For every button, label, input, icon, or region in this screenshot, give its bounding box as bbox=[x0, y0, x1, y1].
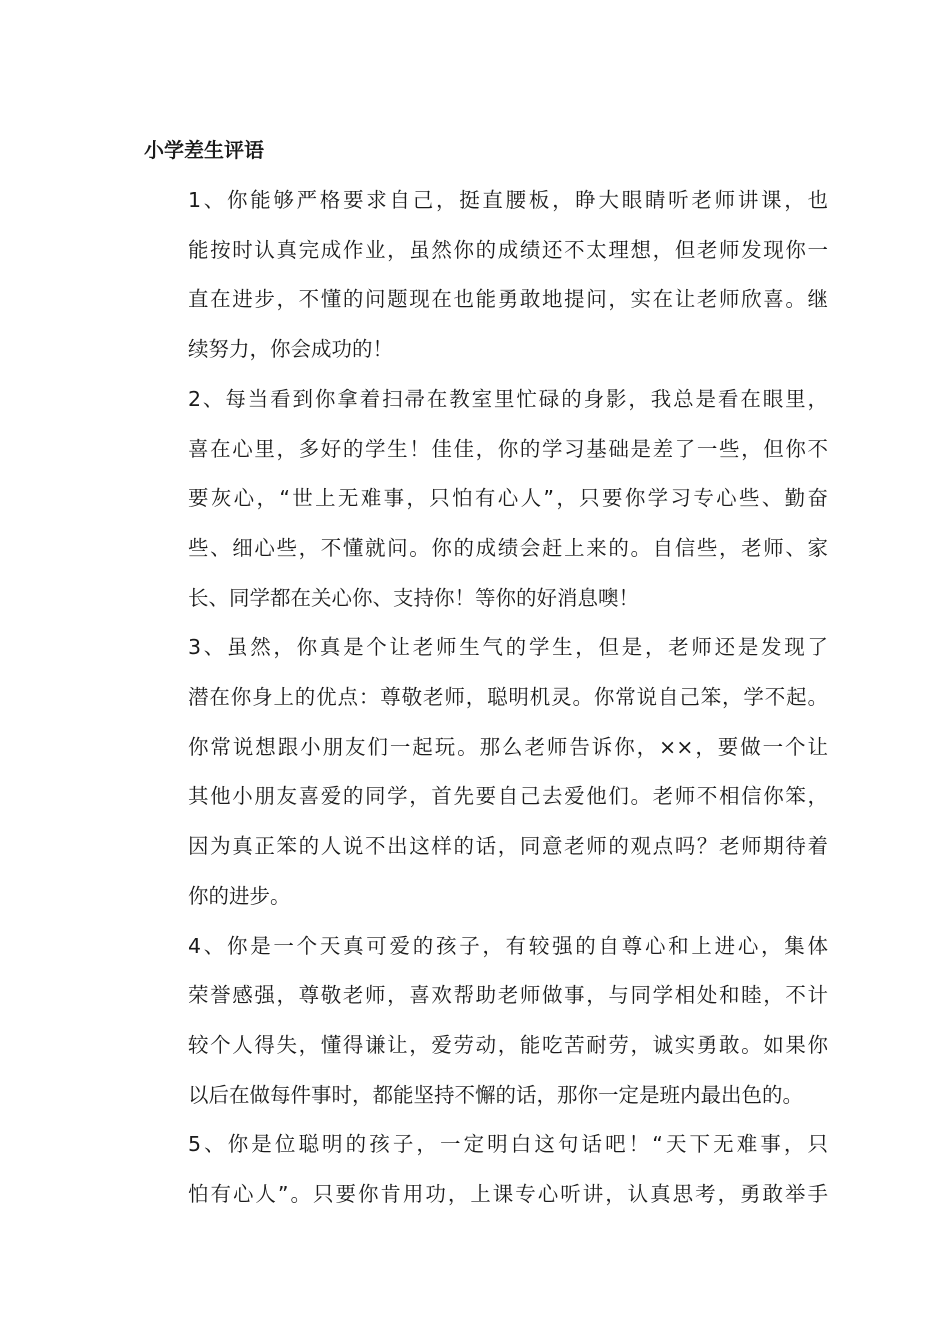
text-line: 4、你是一个天真可爱的孩子，有较强的自尊心和上进心，集体 bbox=[188, 933, 828, 958]
text-line: 些、细心些，不懂就问。你的成绩会赶上来的。自信些，老师、家 bbox=[188, 535, 828, 560]
text-line: 潜在你身上的优点：尊敬老师，聪明机灵。你常说自己笨，学不起。 bbox=[188, 685, 828, 710]
comment-paragraph-4 bbox=[144, 922, 828, 1121]
comment-paragraph-5 bbox=[144, 1120, 828, 1219]
text-line: 以后在做每件事时，都能坚持不懈的话，那你一定是班内最出色的。 bbox=[188, 1082, 803, 1107]
text-line: 3、虽然，你真是个让老师生气的学生，但是，老师还是发现了 bbox=[188, 635, 828, 660]
document-body bbox=[144, 176, 828, 1220]
text-line: 能按时认真完成作业，虽然你的成绩还不太理想，但老师发现你一 bbox=[188, 237, 828, 262]
text-line: 喜在心里，多好的学生！佳佳，你的学习基础是差了一些，但你不 bbox=[188, 436, 828, 461]
text-line: 续努力，你会成功的！ bbox=[188, 337, 393, 362]
text-line: 较个人得失，懂得谦让，爱劳动，能吃苦耐劳，诚实勇敢。如果你 bbox=[188, 1032, 828, 1057]
text-line: 你常说想跟小朋友们一起玩。那么老师告诉你，××，要做一个让 bbox=[188, 734, 828, 759]
comment-paragraph-3 bbox=[144, 623, 828, 921]
comment-paragraph-1 bbox=[144, 176, 828, 375]
comment-paragraph-2 bbox=[144, 375, 828, 624]
text-line: 其他小朋友喜爱的同学，首先要自己去爱他们。老师不相信你笨， bbox=[188, 784, 828, 809]
text-line: 2、每当看到你拿着扫帚在教室里忙碌的身影，我总是看在眼里， bbox=[188, 386, 828, 411]
text-line: 怕有心人”。只要你肯用功，上课专心听讲，认真思考，勇敢举手 bbox=[188, 1182, 828, 1207]
text-line: 荣誉感强，尊敬老师，喜欢帮助老师做事，与同学相处和睦，不计 bbox=[188, 983, 828, 1008]
document-title: 小学差生评语 bbox=[144, 138, 264, 162]
text-line: 长、同学都在关心你、支持你！等你的好消息噢！ bbox=[188, 585, 639, 610]
text-line: 直在进步，不懂的问题现在也能勇敢地提问，实在让老师欣喜。继 bbox=[188, 287, 828, 312]
text-line: 5、你是位聪明的孩子，一定明白这句话吧！“天下无难事，只 bbox=[188, 1132, 828, 1157]
text-line: 你的进步。 bbox=[188, 883, 291, 908]
text-line: 因为真正笨的人说不出这样的话，同意老师的观点吗？老师期待着 bbox=[188, 834, 828, 859]
text-line: 要灰心，“世上无难事，只怕有心人”，只要你学习专心些、勤奋 bbox=[188, 486, 828, 511]
text-line: 1、你能够严格要求自己，挺直腰板，睁大眼睛听老师讲课，也 bbox=[188, 188, 828, 212]
